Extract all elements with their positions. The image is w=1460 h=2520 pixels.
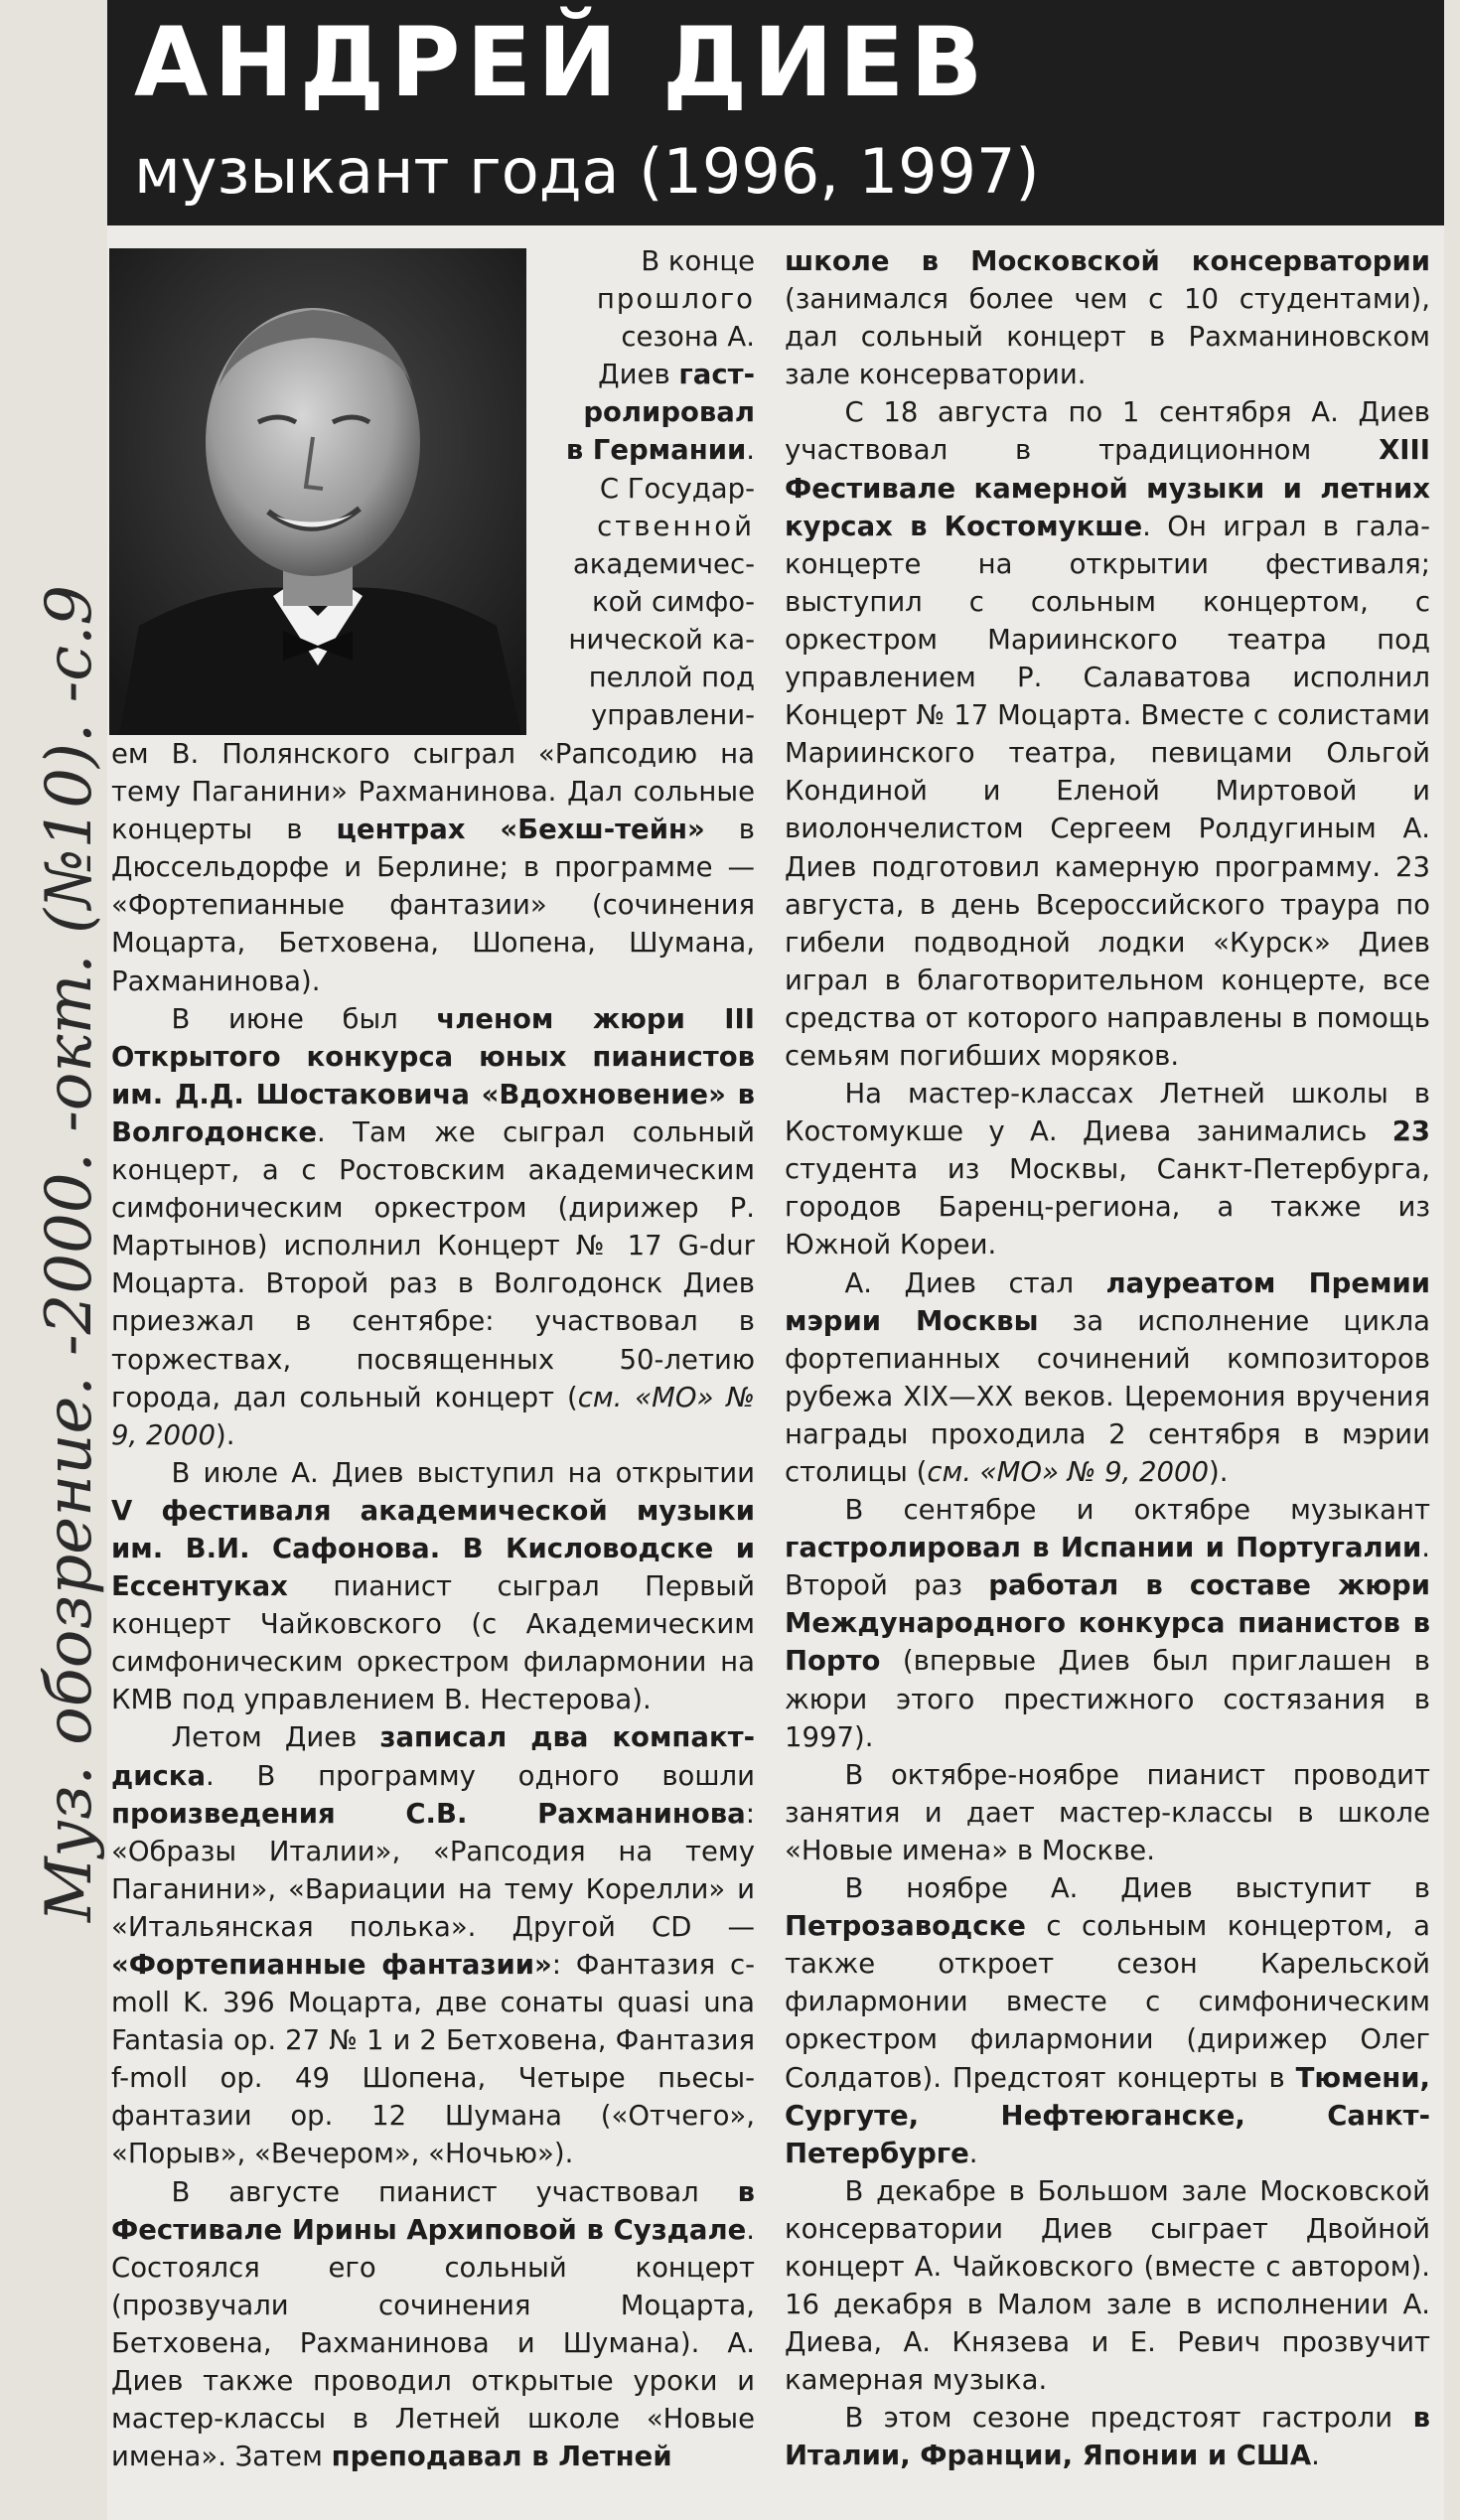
- paragraph: На мастер-классах Летней школы в Костомукше у А. Диева занимались 23 студента из Москвы, Санкт-Петербурга, городов Баренц-региона, а также из Южной Кореи.: [785, 1078, 1430, 1261]
- paragraph: С 18 августа по 1 сентября А. Диев участвовал в традиционном XIII Фестивале камерной музыки и летних курсах в Костомукше. Он играл в гала-концерте на открытии фестиваля; выступил с сольным концертом, с оркестром Мариинского театра под управлением Р. Салаватова исполнил Концерт № 17 Моцарта. Вместе с солистами Мариинского театра, певицами Ольгой Кондиной и Еленой Миртовой и виолончелистом Сергеем Ролдугиным А. Диев подготовил камерную программу. 23 августа, в день Всероссийского траура по гибели подводной лодки «Курск» Диев играл в благотворительном концерте, все средства от которого направлены в помощь семьям погибших моряков.: [785, 396, 1430, 1072]
- article-column-right: [785, 242, 1430, 2475]
- intro-line: пеллой под: [588, 662, 755, 694]
- intro-bold: в Германии: [565, 434, 747, 467]
- paragraph: В июне был членом жюри III Открытого конкурса юных пианистов им. Д.Д. Шостаковича «Вдохновение» в Волгодонске. Там же сыграл сольный концерт, а с Ростовским академическим симфоническим оркестром (дирижер Р. Мартынов) исполнил Концерт № 17 G-dur Моцарта. Второй раз в Волгодонск Диев приезжал в сентябре: участвовал в торжествах, посвященных 50-летию города, дал сольный концерт (см. «МО» № 9, 2000).: [111, 1002, 755, 1451]
- paragraph: Летом Диев записал два компакт-диска. В программу одного вошли произведения С.В. Рахманинова: «Образы Италии», «Рапсодия на тему Паганини», «Вариации на тему Корелли» и «Итальянская полька». Другой CD — «Фортепианные фантазии»: Фантазия c-moll K. 396 Моцарта, две сонаты quasi una Fantasia op. 27 № 1 и 2 Бетховена, Фантазия f-moll op. 49 Шопена, Четыре пьесы-фантазии op. 12 Шумана («Отчего», «Порыв», «Вечером», «Ночью»).: [111, 1721, 756, 2170]
- intro-wrap-text: [544, 242, 755, 734]
- paragraph: ем В. Полянского сыграл «Рапсодию на тему Паганини» Рахманинова. Дал сольные концерты в центрах «Бехш-тейн» в Дюссельдорфе и Берлине; в программе — «Фортепианные фантазии» (сочинения Моцарта, Бетховена, Шопена, Шумана, Рахманинова).: [111, 738, 756, 997]
- intro-line: Диев: [598, 359, 679, 391]
- article-subtitle: музыкант года (1996, 1997): [134, 135, 1040, 208]
- paragraph: школе в Московской консерватории (занимался более чем с 10 студентами), дал сольный концерт в Рахманиновском зале консерватории.: [785, 245, 1430, 391]
- intro-line: ственной: [597, 510, 755, 542]
- intro-line: В конце: [641, 245, 755, 277]
- intro-line: академичес-: [572, 547, 755, 580]
- paragraph: А. Диев стал лауреатом Премии мэрии Москвы за исполнение цикла фортепианных сочинений композиторов рубежа XIX—XX веков. Церемония вручения награды проходила 2 сентября в мэрии столицы (см. «МО» № 9, 2000).: [785, 1266, 1431, 1488]
- intro-line: кой симфо-: [591, 585, 755, 618]
- paragraph: В ноябре А. Диев выступит в Петрозаводске с сольным концертом, а также откроет сезон Карельской филармонии вместе с симфоническим оркестром филармонии (дирижер Олег Солдатов). Предстоят концерты в Тюмени, Сургуте, Нефтеюганске, Санкт-Петербурге.: [785, 1872, 1430, 2169]
- portrait-photo-icon: [109, 248, 526, 735]
- paragraph: В августе пианист участвовал в Фестивале Ирины Архиповой в Суздале. Состоялся его сольный концерт (прозвучали сочинения Моцарта, Бетховена, Рахманинова и Шумана). А. Диев также проводил открытые уроки и мастер-классы в Летней школе «Новые имена». Затем преподавал в Летней: [111, 2175, 755, 2473]
- intro-line: . С Государ-: [599, 434, 755, 505]
- intro-line: управлени-: [590, 699, 755, 732]
- intro-line: нической ка-: [568, 623, 755, 656]
- paragraph: В июле А. Диев выступил на открытии V фестиваля академической музыки им. В.И. Сафонова. В Кисловодске и Ессентуках пианист сыграл Первый концерт Чайковского (с Академическим симфоническим оркестром филармонии на КМВ под управлением В. Нестерова).: [111, 1456, 755, 1716]
- intro-line: прошлого: [596, 283, 755, 316]
- intro-bold: гаст-: [678, 359, 755, 391]
- paragraph: В этом сезоне предстоят гастроли в Италии, Франции, Японии и США.: [785, 2402, 1430, 2472]
- intro-line: сезона А.: [621, 321, 755, 354]
- paragraph: В октябре-ноябре пианист проводит занятия и дает мастер-классы в школе «Новые имена» в Москве.: [785, 1758, 1430, 1866]
- article-column-left: [111, 735, 755, 2475]
- article-title: АНДРЕЙ ДИЕВ: [134, 7, 989, 118]
- paragraph: В сентябре и октябре музыкант гастролировал в Испании и Португалии. Второй раз работал в составе жюри Международного конкурса пианистов в Порто (впервые Диев был приглашен в жюри этого престижного состязания в 1997).: [785, 1494, 1431, 1753]
- handwritten-source-note: Муз. обозрение. -2000. -окт. (№10). -с.9: [33, 584, 106, 1922]
- paragraph: В декабре в Большом зале Московской консерватории Диев сыграет Двойной концерт А. Чайковского (вместе с автором). 16 декабря в Малом зале в исполнении А. Диева, А. Князева и Е. Ревич прозвучит камерная музыка.: [785, 2174, 1430, 2397]
- portrait-photo: [109, 248, 526, 735]
- intro-bold: ролировал: [583, 396, 755, 429]
